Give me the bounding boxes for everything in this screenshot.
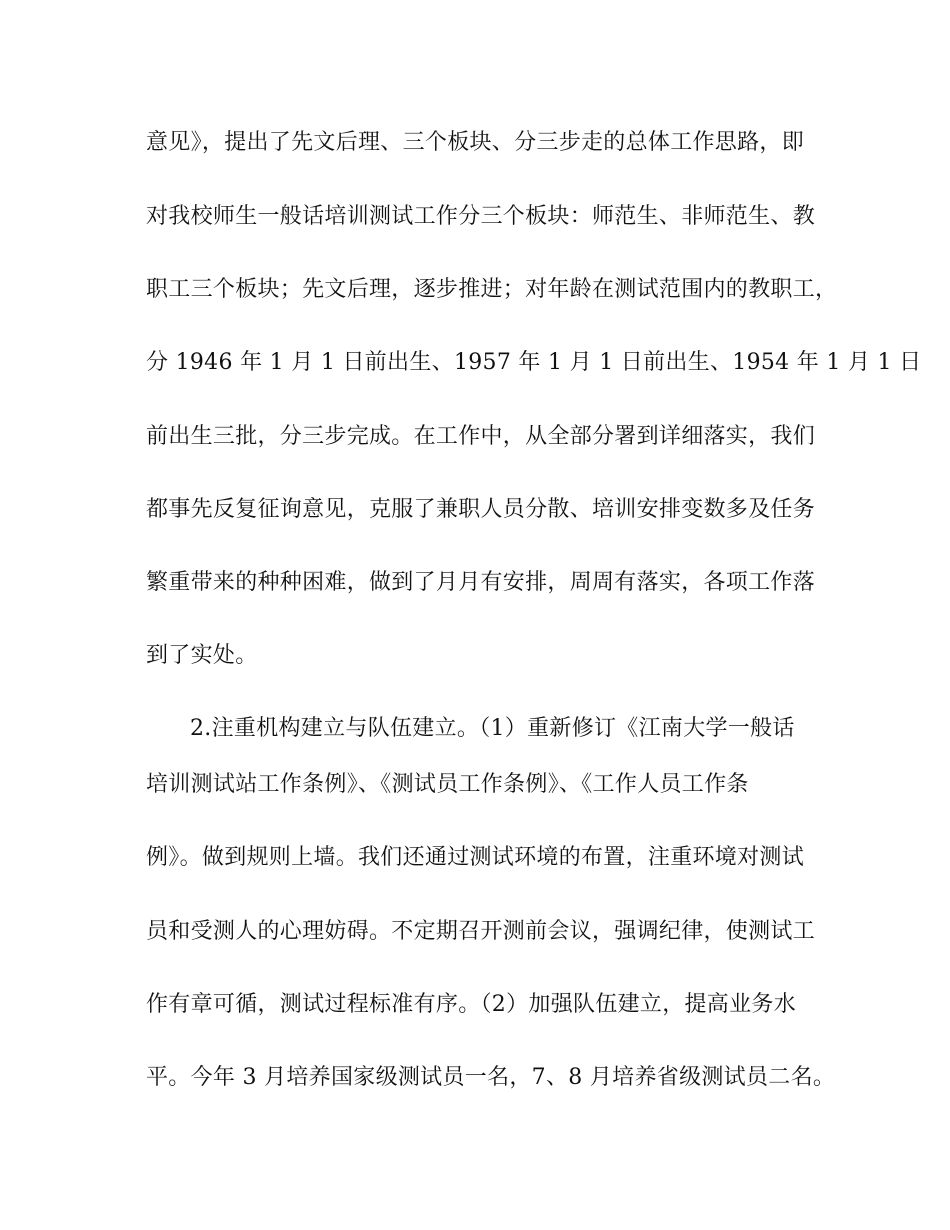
text-line: 员和受测人的心理妨碍。不定期召开测前会议，强调纪律，使测试工	[146, 919, 816, 944]
text-line: 都事先反复征询意见，克服了兼职人员分散、培训安排变数多及任务	[146, 497, 816, 522]
text-line: 对我校师生一般话培训测试工作分三个板块：师范生、非师范生、教	[146, 204, 816, 229]
text-line: 培训测试站工作条例》、《测试员工作条例》、《工作人员工作条	[146, 772, 749, 797]
text-line: 例》。做到规则上墙。我们还通过测试环境的布置，注重环境对测试	[146, 845, 805, 870]
text-line: 分 1946 年 1 月 1 日前出生、1957 年 1 月 1 日前出生、1954 年 1 月 1 日	[146, 350, 922, 375]
text-line: 意见》，提出了先文后理、三个板块、分三步走的总体工作思路，即	[146, 130, 805, 155]
text-line: 繁重带来的种种困难，做到了月月有安排，周周有落实，各项工作落	[146, 570, 816, 595]
text-line: 作有章可循，测试过程标准有序。（2）加强队伍建立，提高业务水	[146, 992, 796, 1017]
text-line: 平。今年 3 月培养国家级测试员一名，7、8 月培养省级测试员二名。	[146, 1065, 836, 1090]
text-line: 前出生三批，分三步完成。在工作中，从全部分署到详细落实，我们	[146, 424, 816, 449]
paragraph-heading-line: 2.注重机构建立与队伍建立。（1）重新修订《江南大学一般话	[190, 716, 795, 741]
text-line: 职工三个板块；先文后理，逐步推进；对年龄在测试范围内的教职工，	[146, 277, 838, 302]
text-line: 到了实处。	[146, 643, 258, 668]
